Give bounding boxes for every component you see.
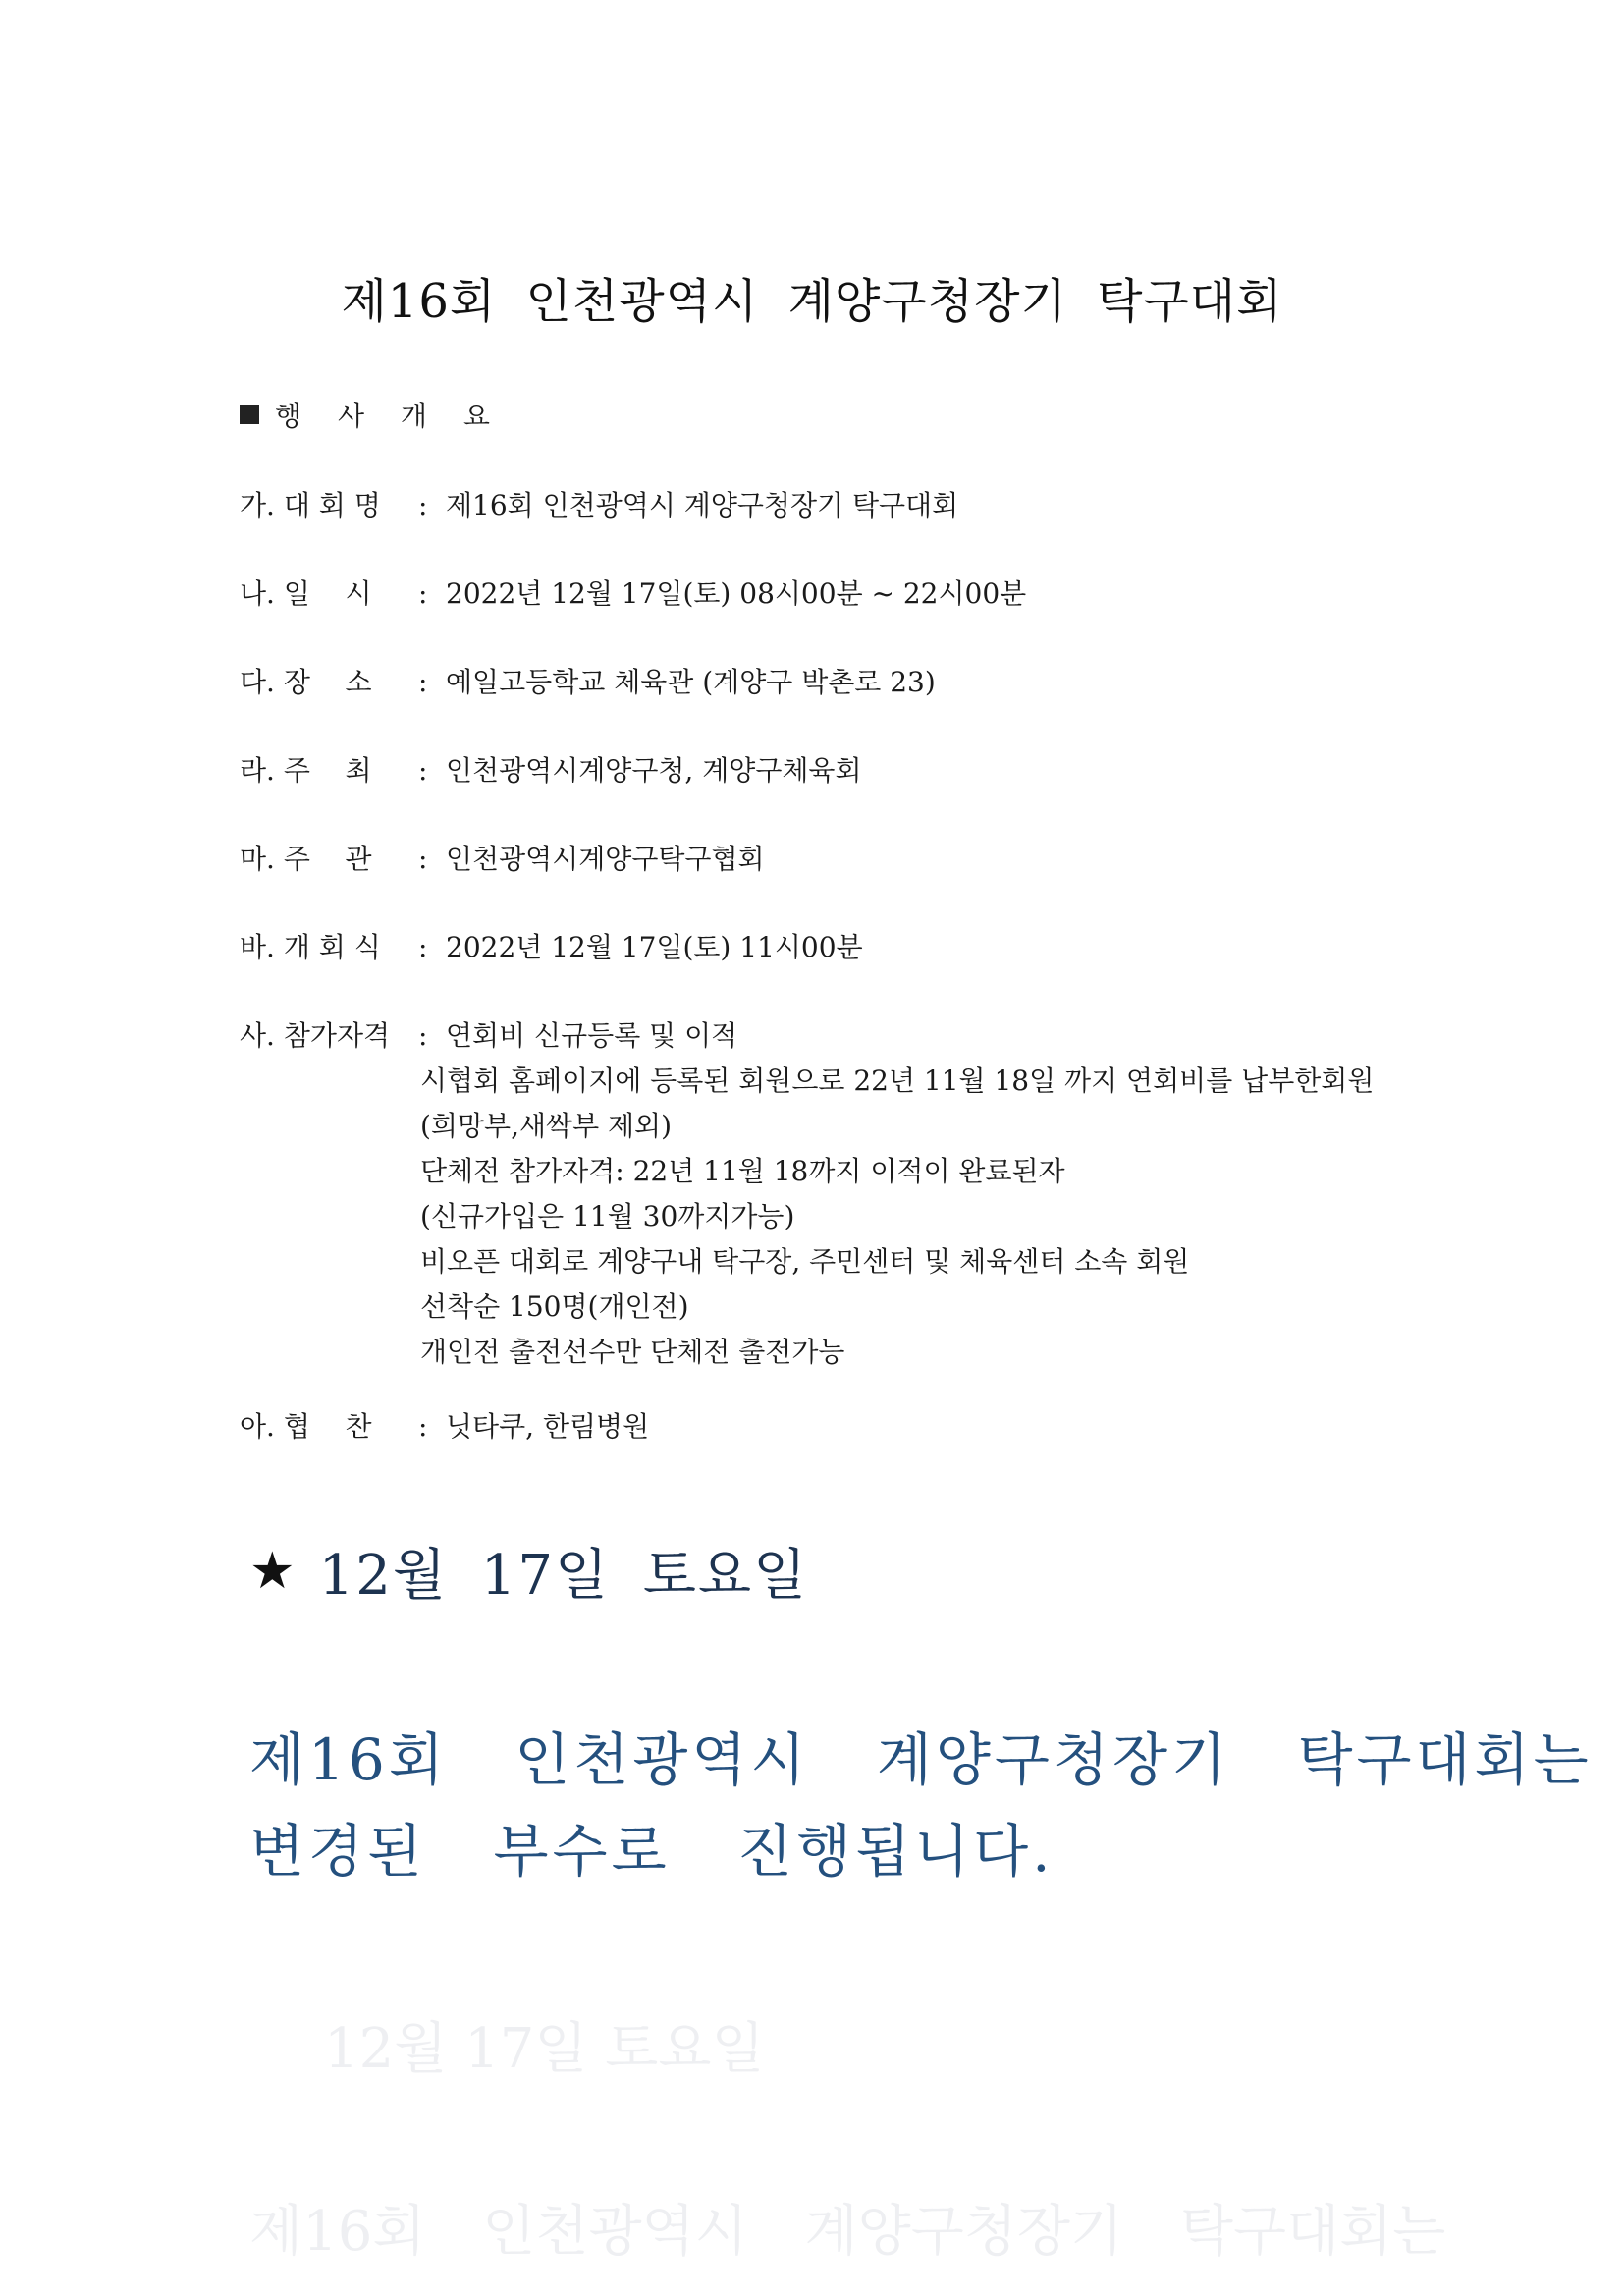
item-key: 사. 참가자격 <box>240 1019 391 1052</box>
eligibility-line: (신규가입은 11월 30까지가능) <box>420 1200 795 1232</box>
item-key: 나. 일 시 <box>240 577 372 610</box>
eligibility-line: 비오픈 대회로 계양구내 탁구장, 주민센터 및 체육센터 소속 회원 <box>420 1245 1190 1278</box>
notice-line-1: 제16회 인천광역시 계양구청장기 탁구대회는 <box>249 1726 1593 1793</box>
eligibility-line: 단체전 참가자격: 22년 11월 18까지 이적이 완료된자 <box>420 1155 1065 1187</box>
highlight-date <box>249 1532 808 1611</box>
item-colon: : <box>418 754 428 787</box>
notice-line-2: 변경된 부수로 진행됩니다. <box>249 1818 1055 1885</box>
bleed-through-date: 12월 17일 토요일 <box>324 2017 765 2081</box>
item-colon: : <box>418 577 428 610</box>
item-venue <box>240 660 936 705</box>
item-colon: : <box>418 1410 428 1443</box>
eligibility-line: 선착순 150명(개인전) <box>420 1290 689 1323</box>
item-colon: : <box>418 1019 428 1052</box>
item-opening-ceremony <box>240 925 863 970</box>
item-colon: : <box>418 843 428 875</box>
item-value: 2022년 12월 17일(토) 11시00분 <box>446 931 863 963</box>
item-key: 라. 주 최 <box>240 754 372 787</box>
eligibility-line: 개인전 출전선수만 단체전 출전가능 <box>420 1336 845 1368</box>
item-value: 예일고등학교 체육관 (계양구 박촌로 23) <box>446 666 936 698</box>
item-value: 제16회 인천광역시 계양구청장기 탁구대회 <box>446 489 959 521</box>
item-key: 가. 대 회 명 <box>240 489 381 521</box>
item-colon: : <box>418 931 428 963</box>
item-organizer <box>240 837 765 882</box>
item-value: 닛타쿠, 한림병원 <box>446 1410 650 1443</box>
star-icon: ★ <box>249 1542 298 1601</box>
item-colon: : <box>418 489 428 521</box>
item-colon: : <box>418 666 428 698</box>
overview-heading <box>240 395 504 434</box>
item-sponsor <box>240 1404 649 1449</box>
item-key: 바. 개 회 식 <box>240 931 381 963</box>
item-value: 연회비 신규등록 및 이적 <box>446 1019 738 1052</box>
item-key: 다. 장 소 <box>240 666 372 698</box>
item-key: 마. 주 관 <box>240 843 372 875</box>
item-key: 아. 협 찬 <box>240 1410 372 1443</box>
item-value: 인천광역시계양구탁구협회 <box>446 843 765 875</box>
square-bullet-icon <box>240 405 259 424</box>
highlight-date-text: 12월 17일 토요일 <box>318 1544 809 1608</box>
eligibility-line: 시협회 홈페이지에 등록된 회원으로 22년 11월 18일 까지 연회비를 납부한회원 <box>420 1065 1375 1097</box>
item-value: 2022년 12월 17일(토) 08시00분 ~ 22시00분 <box>446 577 1027 610</box>
item-eligibility <box>240 1013 737 1059</box>
item-event-name <box>240 483 958 528</box>
item-host <box>240 748 862 793</box>
item-datetime <box>240 572 1026 617</box>
overview-heading-text: 행 사 개 요 <box>275 400 504 432</box>
eligibility-line: (희망부,새싹부 제외) <box>420 1110 673 1142</box>
bleed-through-notice: 제16회 인천광역시 계양구청장기 탁구대회는 <box>249 2200 1446 2264</box>
eligibility-details <box>420 1059 1374 1375</box>
document-title: 제16회 인천광역시 계양구청장기 탁구대회 <box>341 274 1283 329</box>
item-value: 인천광역시계양구청, 계양구체육회 <box>446 754 862 787</box>
